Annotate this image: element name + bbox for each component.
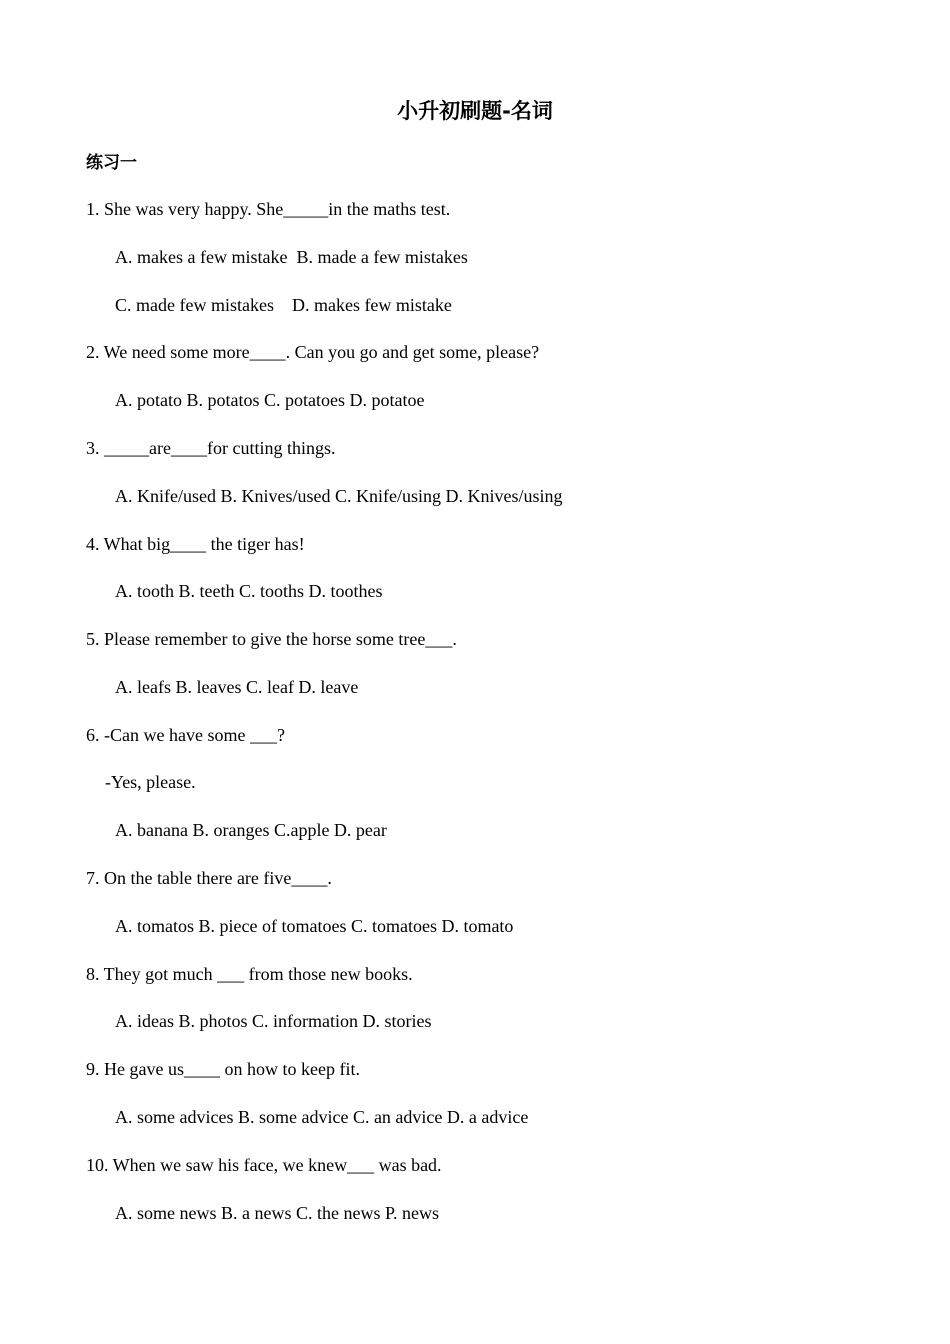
options-3: A. Knife/used B. Knives/used C. Knife/using D. Knives/using: [115, 486, 563, 506]
options-1b: C. made few mistakes D. makes few mistake: [115, 295, 452, 315]
options-4: A. tooth B. teeth C. tooths D. toothes: [115, 581, 383, 601]
question-2: 2. We need some more____. Can you go and get some, please?: [86, 342, 540, 362]
page-title: 小升初刷题-名词: [397, 99, 553, 123]
options-6: A. banana B. oranges C.apple D. pear: [115, 820, 387, 840]
question-7: 7. On the table there are five____.: [86, 868, 332, 888]
options-7: A. tomatos B. piece of tomatoes C. tomatoes D. tomato: [115, 916, 514, 936]
options-10: A. some news B. a news C. the news P. news: [115, 1203, 439, 1223]
question-10: 10. When we saw his face, we knew___ was bad.: [86, 1155, 442, 1175]
options-2: A. potato B. potatos C. potatoes D. potatoe: [115, 390, 425, 410]
options-5: A. leafs B. leaves C. leaf D. leave: [115, 677, 359, 697]
question-8: 8. They got much ___ from those new books.: [86, 964, 413, 984]
reply-6: -Yes, please.: [105, 772, 196, 792]
question-6: 6. -Can we have some ___?: [86, 725, 285, 745]
question-3: 3. _____are____for cutting things.: [86, 438, 336, 458]
question-1: 1. She was very happy. She_____in the maths test.: [86, 199, 451, 219]
question-5: 5. Please remember to give the horse some tree___.: [86, 629, 457, 649]
options-8: A. ideas B. photos C. information D. stories: [115, 1011, 432, 1031]
options-1a: A. makes a few mistake B. made a few mistakes: [115, 247, 468, 267]
section-heading: 练习一: [86, 153, 137, 173]
question-4: 4. What big____ the tiger has!: [86, 534, 305, 554]
question-9: 9. He gave us____ on how to keep fit.: [86, 1059, 360, 1079]
options-9: A. some advices B. some advice C. an advice D. a advice: [115, 1107, 529, 1127]
